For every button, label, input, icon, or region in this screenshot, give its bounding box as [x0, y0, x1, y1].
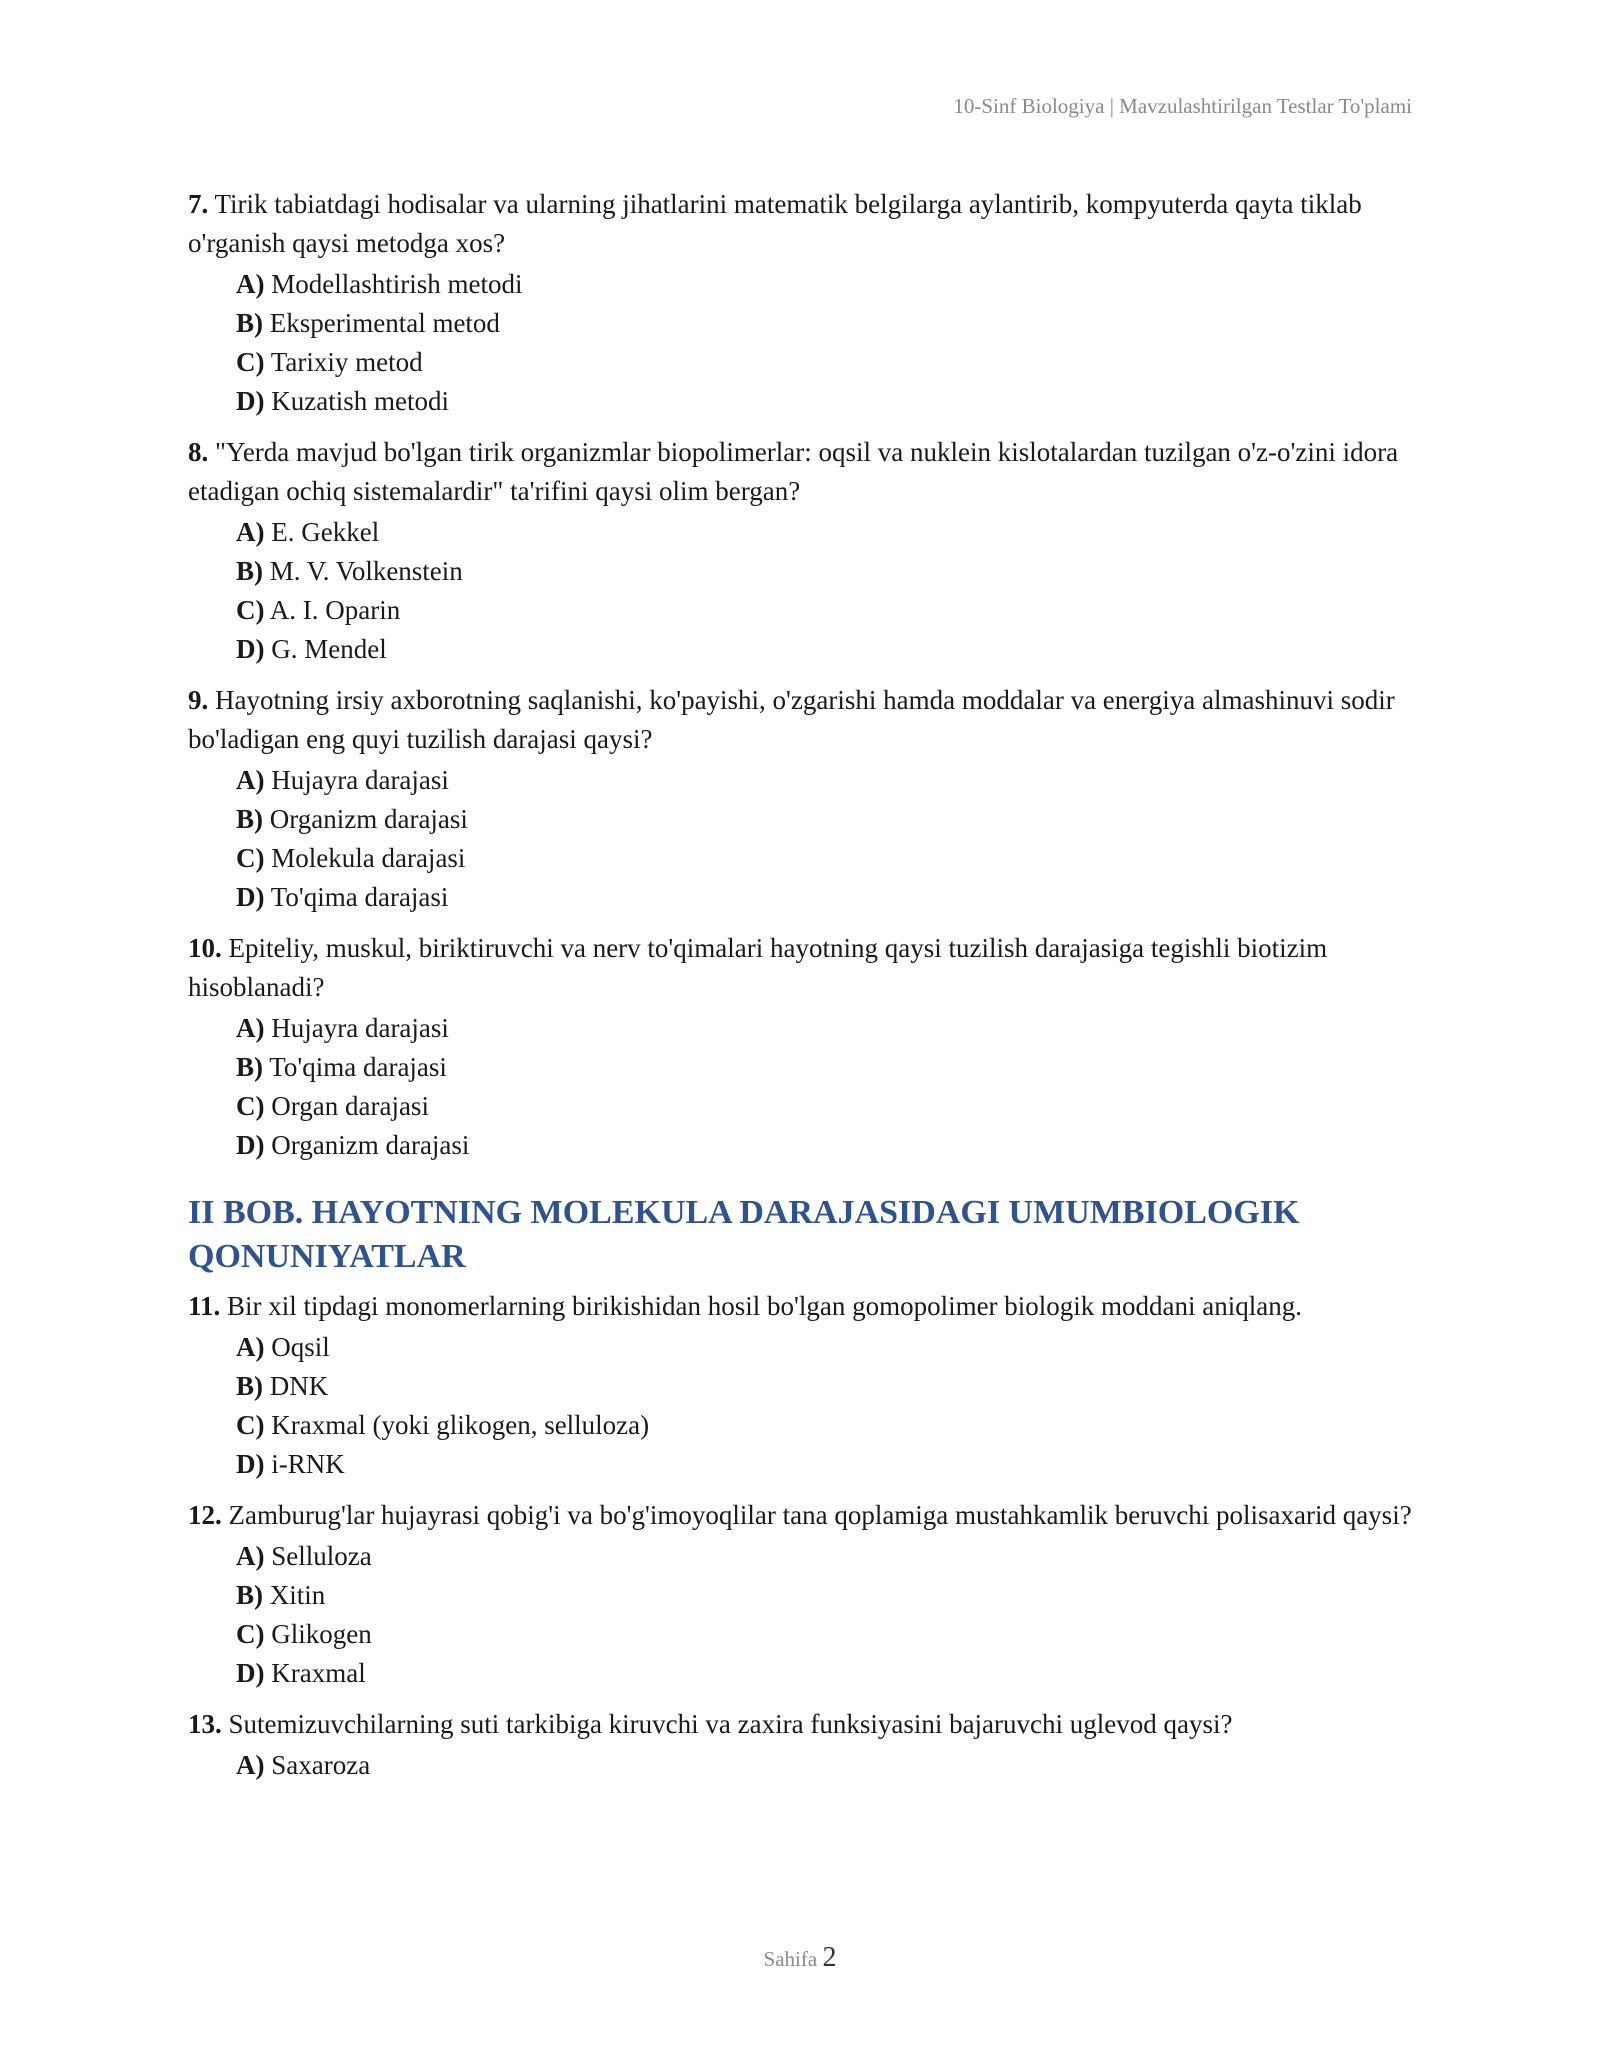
answer-option [236, 1654, 1418, 1693]
option-letter: D) [236, 1658, 265, 1688]
question-number: 11. [188, 1291, 221, 1321]
question [188, 433, 1418, 669]
question-text [188, 1496, 1418, 1535]
answer-option [236, 1615, 1418, 1654]
question-body: Epiteliy, muskul, biriktiruvchi va nerv to'qimalari hayotning qaysi tuzilish darajasiga tegishli biotizim hisoblanadi? [188, 933, 1328, 1002]
answer-option [236, 265, 1418, 304]
page-number: 2 [822, 1942, 837, 1973]
answer-option [236, 1746, 1418, 1785]
page-footer [0, 1942, 1600, 1974]
question-text [188, 433, 1418, 511]
option-text: Oqsil [271, 1332, 330, 1362]
option-text: Hujayra darajasi [271, 1013, 449, 1043]
option-letter: C) [236, 1619, 265, 1649]
option-letter: A) [236, 269, 265, 299]
answer-option [236, 1367, 1418, 1406]
question-body: Hayotning irsiy axborotning saqlanishi, ko'payishi, o'zgarishi hamda moddalar va energiya almashinuvi sodir bo'ladigan eng quyi tuzilish darajasi qaysi? [188, 685, 1395, 754]
option-text: Organizm darajasi [271, 1130, 470, 1160]
question [188, 1496, 1418, 1693]
answer-option [236, 304, 1418, 343]
question-text [188, 185, 1418, 263]
answer-option [236, 513, 1418, 552]
option-text: Molekula darajasi [271, 843, 466, 873]
section-title: II BOB. HAYOTNING MOLEKULA DARAJASIDAGI UMUMBIOLOGIK QONUNIYATLAR [188, 1194, 1300, 1275]
option-letter: C) [236, 1410, 265, 1440]
answer-option [236, 1537, 1418, 1576]
question-body: Sutemizuvchilarning suti tarkibiga kiruvchi va zaxira funksiyasini bajaruvchi uglevod qaysi? [228, 1709, 1233, 1739]
option-letter: D) [236, 386, 265, 416]
answer-option [236, 382, 1418, 421]
question-number: 12. [188, 1500, 222, 1530]
option-text: DNK [269, 1371, 329, 1401]
question-body: Bir xil tipdagi monomerlarning birikishidan hosil bo'lgan gomopolimer biologik moddani aniqlang. [227, 1291, 1303, 1321]
option-text: Kraxmal [271, 1658, 366, 1688]
question-text [188, 1705, 1418, 1744]
option-text: E. Gekkel [271, 517, 380, 547]
question-body: Tirik tabiatdagi hodisalar va ularning jihatlarini matematik belgilarga aylantirib, kompyuterda qayta tiklab o'rganish qaysi metodga xos? [188, 189, 1362, 258]
option-text: i-RNK [271, 1449, 345, 1479]
answer-options [188, 1009, 1418, 1165]
question-number: 10. [188, 933, 222, 963]
question-list [188, 185, 1418, 1165]
option-letter: B) [236, 308, 263, 338]
option-letter: D) [236, 1449, 265, 1479]
option-text: Eksperimental metod [269, 308, 500, 338]
question-text [188, 929, 1418, 1007]
option-text: Xitin [269, 1580, 326, 1610]
question-body: "Yerda mavjud bo'lgan tirik organizmlar biopolimerlar: oqsil va nuklein kislotalardan tuzilgan o'z-o'zini idora etadigan ochiq sistemalardir" ta'rifini qaysi olim bergan? [188, 437, 1399, 506]
option-letter: C) [236, 1091, 265, 1121]
answer-option [236, 1126, 1418, 1165]
question-body: Zamburug'lar hujayrasi qobig'i va bo'g'imoyoqlilar tana qoplamiga mustahkamlik beruvchi polisaxarid qaysi? [228, 1500, 1412, 1530]
question [188, 1705, 1418, 1785]
answer-options [188, 1328, 1418, 1484]
question-text [188, 1287, 1418, 1326]
option-text: Tarixiy metod [270, 347, 423, 377]
option-letter: C) [236, 595, 265, 625]
question-list [188, 1287, 1418, 1785]
option-text: Saxaroza [271, 1750, 371, 1780]
answer-option [236, 761, 1418, 800]
answer-option [236, 552, 1418, 591]
option-letter: D) [236, 1130, 265, 1160]
answer-option [236, 343, 1418, 382]
option-text: Organ darajasi [271, 1091, 429, 1121]
option-text: Selluloza [271, 1541, 372, 1571]
question-number: 9. [188, 685, 209, 715]
option-text: Modellashtirish metodi [271, 269, 523, 299]
answer-option [236, 1406, 1418, 1445]
question-number: 7. [188, 189, 209, 219]
answer-options [188, 265, 1418, 421]
page-header: 10-Sinf Biologiya | Mavzulashtirilgan Testlar To'plami [953, 94, 1412, 118]
page-content [188, 185, 1418, 1797]
option-letter: A) [236, 765, 265, 795]
option-letter: B) [236, 804, 263, 834]
answer-option [236, 630, 1418, 669]
option-text: Glikogen [271, 1619, 372, 1649]
answer-options [188, 513, 1418, 669]
option-letter: B) [236, 1371, 263, 1401]
option-text: M. V. Volkenstein [269, 556, 463, 586]
question [188, 185, 1418, 421]
answer-options [188, 1746, 1418, 1785]
answer-option [236, 1445, 1418, 1484]
answer-option [236, 1009, 1418, 1048]
option-text: G. Mendel [271, 634, 387, 664]
option-text: Organizm darajasi [269, 804, 468, 834]
option-letter: D) [236, 634, 265, 664]
question-text [188, 681, 1418, 759]
answer-option [236, 839, 1418, 878]
question [188, 929, 1418, 1165]
option-letter: B) [236, 1052, 263, 1082]
answer-options [188, 761, 1418, 917]
option-letter: A) [236, 1013, 265, 1043]
option-letter: D) [236, 882, 265, 912]
question [188, 681, 1418, 917]
answer-options [188, 1537, 1418, 1693]
option-letter: B) [236, 556, 263, 586]
page-label: Sahifa [763, 1947, 818, 1971]
option-text: To'qima darajasi [269, 1052, 447, 1082]
question-number: 8. [188, 437, 209, 467]
option-letter: A) [236, 1332, 265, 1362]
option-letter: C) [236, 347, 265, 377]
question [188, 1287, 1418, 1484]
answer-option [236, 878, 1418, 917]
answer-option [236, 800, 1418, 839]
option-letter: C) [236, 843, 265, 873]
option-letter: A) [236, 517, 265, 547]
option-text: A. I. Oparin [269, 595, 401, 625]
answer-option [236, 1576, 1418, 1615]
answer-option [236, 1048, 1418, 1087]
option-text: Kraxmal (yoki glikogen, selluloza) [271, 1410, 650, 1440]
option-text: Hujayra darajasi [271, 765, 449, 795]
answer-option [236, 591, 1418, 630]
option-letter: A) [236, 1541, 265, 1571]
answer-option [236, 1087, 1418, 1126]
answer-option [236, 1328, 1418, 1367]
question-number: 13. [188, 1709, 222, 1739]
option-letter: B) [236, 1580, 263, 1610]
option-letter: A) [236, 1750, 265, 1780]
option-text: To'qima darajasi [270, 882, 449, 912]
option-text: Kuzatish metodi [271, 386, 449, 416]
